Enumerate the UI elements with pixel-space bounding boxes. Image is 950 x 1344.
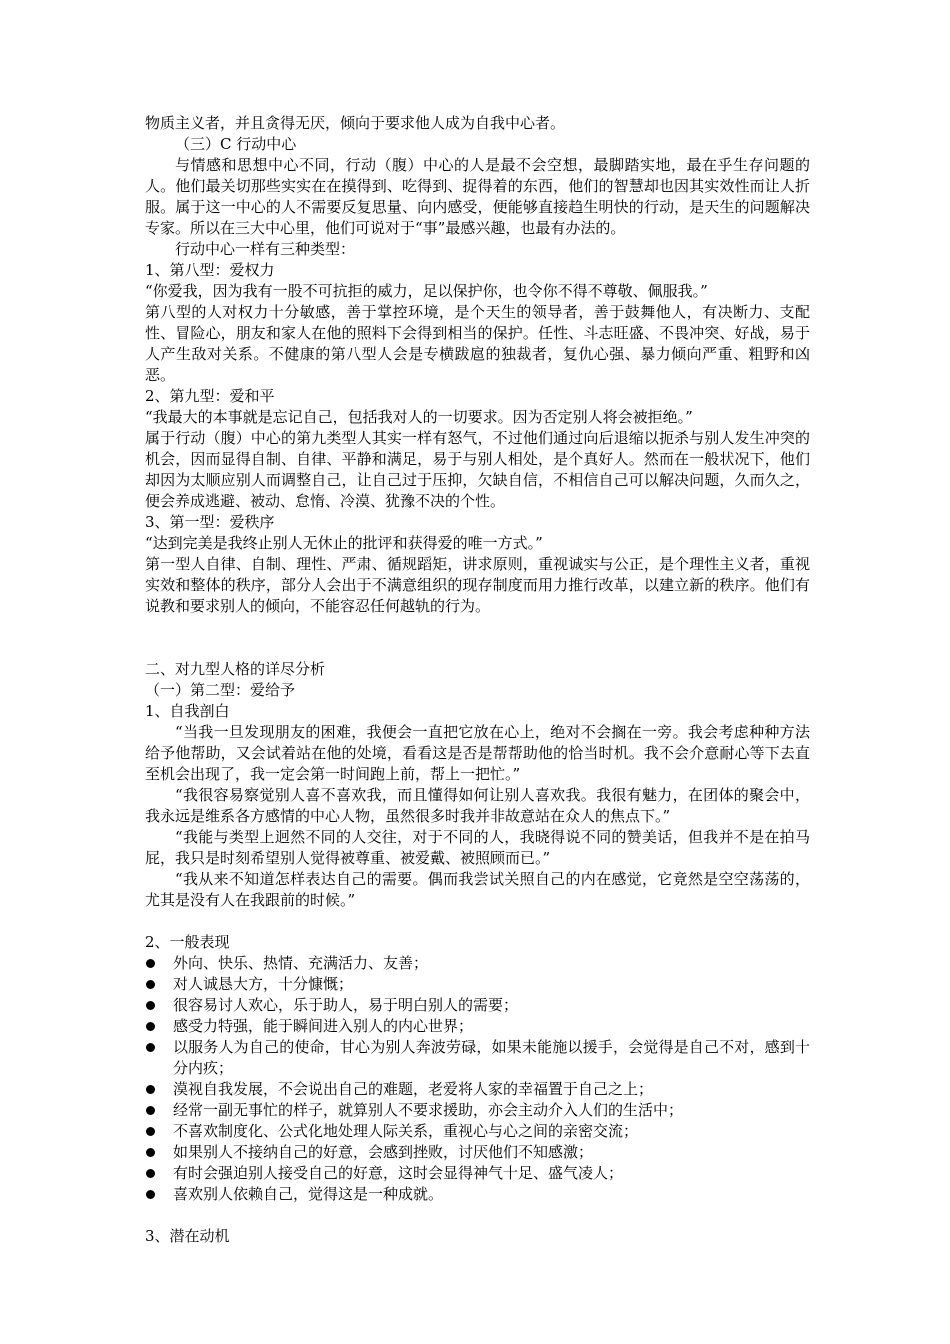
list-item: 如果别人不接纳自己的好意，会感到挫败，讨厌他们不知感激； [145,1142,810,1163]
list-item: 感受力特强，能于瞬间进入别人的内心世界； [145,1016,810,1037]
bullet-icon [146,959,155,968]
type-1-description: 第一型人自律、自制、理性、严肃、循规蹈矩，讲求原则，重视诚实与公正，是个理性主义者，重视实效和整体的秩序，部分人会出于不满意组织的现存制度而用力推行改革，以建立新的秩序。他们有说教和要求别人的倾向，不能容忍任何越轨的行为。 [145,555,810,615]
bullet-icon [146,1148,155,1157]
section-two-heading: 二、对九型人格的详尽分析 [145,660,326,678]
list-item: 很容易讨人欢心，乐于助人，易于明白别人的需要； [145,995,810,1016]
type-8-description: 第八型的人对权力十分敏感，善于掌控环境，是个天生的领导者，善于鼓舞他人，有决断力、支配性、冒险心，朋友和家人在他的照料下会得到相当的保护。任性、斗志旺盛、不畏冲突、好战，易于人产生敌对关系。不健康的第八型人会是专横跋扈的独裁者，复仇心强、暴力倾向严重、粗野和凶恶。 [145,303,810,384]
self-analysis-quote: “当我一旦发现朋友的困难，我便会一直把它放在心上，绝对不会搁在一旁。我会考虑种种方法给予他帮助，又会试着站在他的处境，看看这是否是帮帮助他的恰当时机。我不会介意耐心等下去直至机会出现了，我一定会第一时间跑上前，帮上一把忙。” [145,723,810,783]
paragraph-spacer [145,911,810,932]
bullet-icon [146,1085,155,1094]
general-title: 2、一般表现 [145,933,230,951]
section-c-heading: （三）C 行动中心 [175,135,297,153]
bullet-icon [146,1043,155,1052]
list-item: 经常一副无事忙的样子，就算别人不要求援助，亦会主动介入人们的生活中； [145,1100,810,1121]
section-spacer [145,617,810,659]
type-2-subheading: （一）第二型：爱给予 [145,681,296,699]
type-8-quote: “你爱我，因为我有一股不可抗拒的威力，足以保护你，也令你不得不尊敬、佩服我。” [145,282,708,300]
document-page [145,113,810,1247]
bullet-icon [146,980,155,989]
list-item: 有时会强迫别人接受自己的好意，这时会显得神气十足、盛气凌人； [145,1163,810,1184]
list-item: 漠视自我发展，不会说出自己的难题，老爱将人家的幸福置于自己之上； [145,1079,810,1100]
list-item: 对人诚恳大方，十分慷慨； [145,974,810,995]
list-item: 不喜欢制度化、公式化地处理人际关系，重视心与心之间的亲密交流； [145,1121,810,1142]
general-bullet-list [145,953,810,1205]
self-analysis-quote: “我很容易察觉别人喜不喜欢我，而且懂得如何让别人喜欢我。我很有魅力，在团体的聚会中，我永远是维系各方感情的中心人物，虽然很多时我并非故意站在众人的焦点下。” [145,786,810,825]
carry-over-text: 物质主义者，并且贪得无厌，倾向于要求他人成为自我中心者。 [145,114,566,132]
type-8-title: 1、第八型：爱权力 [145,261,275,279]
bullet-icon [146,1106,155,1115]
type-1-title: 3、第一型：爱秩序 [145,513,275,531]
section-c-intro: 与情感和思想中心不同，行动（腹）中心的人是最不会空想，最脚踏实地，最在乎生存问题的人。他们最关切那些实实在在摸得到、吃得到、捉得着的东西，他们的智慧却也因其实效性而让人折服。属于这一中心的人不需要反复思量、向内感受，便能够直接趋生明快的行动，是天生的问题解决专家。所以在三大中心里，他们可说对于“事”最感兴趣，也最有办法的。 [145,156,810,237]
self-analysis-quote: “我从来不知道怎样表达自己的需要。偶而我尝试关照自己的内在感觉，它竟然是空空荡荡的，尤其是没有人在我跟前的时候。” [145,870,810,909]
self-analysis-title: 1、自我剖白 [145,702,230,720]
motives-title: 3、潜在动机 [145,1227,230,1245]
type-9-quote: “我最大的本事就是忘记自己，包括我对人的一切要求。因为否定别人将会被拒绝。” [145,408,693,426]
paragraph-spacer [145,1205,810,1226]
type-9-description: 属于行动（腹）中心的第九类型人其实一样有怒气，不过他们通过向后退缩以扼杀与别人发生冲突的机会，因而显得自制、自律、平静和满足，易于与别人相处，是个真好人。然而在一般状况下，他们却因为太顺应别人而调整自己，让自己过于压抑，欠缺自信，不相信自己可以解决问题，久而久之，便会养成逃避、被动、怠惰、冷漠、犹豫不决的个性。 [145,429,810,510]
type-1-quote: “达到完美是我终止别人无休止的批评和获得爱的唯一方式。” [145,534,543,552]
self-analysis-quote: “我能与类型上迥然不同的人交往，对于不同的人，我晓得说不同的赞美话，但我并不是在拍马屁，我只是时刻希望别人觉得被尊重、被爱戴、被照顾而已。” [145,828,810,867]
bullet-icon [146,1022,155,1031]
bullet-icon [146,1169,155,1178]
bullet-icon [146,1127,155,1136]
bullet-icon [146,1001,155,1010]
types-intro: 行动中心一样有三种类型： [175,240,356,258]
list-item: 以服务人为自己的使命，甘心为别人奔波劳碌，如果未能施以援手，会觉得是自己不对，感到十分内疚； [145,1037,810,1079]
list-item: 外向、快乐、热情、充满活力、友善； [145,953,810,974]
bullet-icon [146,1190,155,1199]
list-item: 喜欢别人依赖自己，觉得这是一种成就。 [145,1184,810,1205]
type-9-title: 2、第九型：爱和平 [145,387,275,405]
